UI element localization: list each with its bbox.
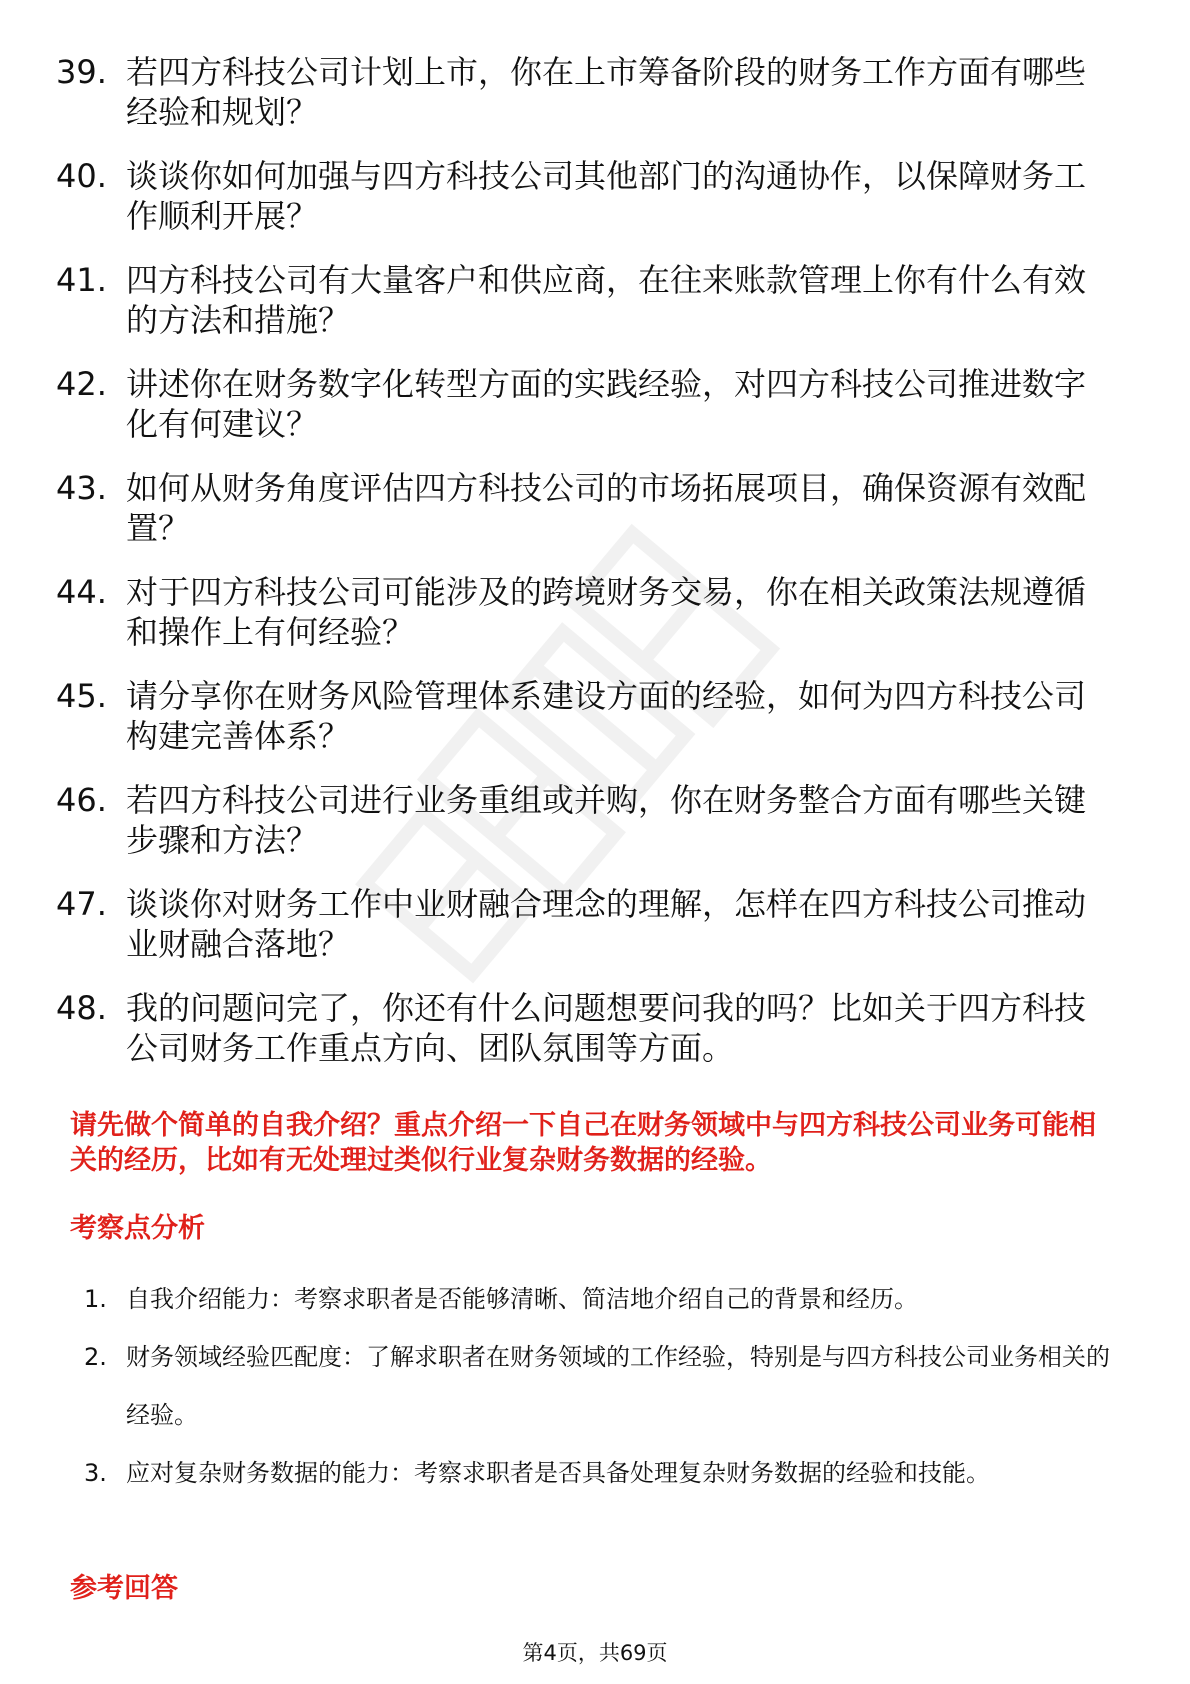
question-number: 45. xyxy=(56,677,107,715)
question-number: 42. xyxy=(56,365,107,403)
question-text: 如何从财务角度评估四方科技公司的市场拓展项目，确保资源有效配置？ xyxy=(126,469,1087,547)
question-item xyxy=(56,884,1116,988)
question-text: 我的问题问完了，你还有什么问题想要问我的吗？比如关于四方科技公司财务工作重点方向、团队氛围等方面。 xyxy=(126,989,1087,1067)
analysis-number: 3. xyxy=(84,1459,107,1487)
analysis-heading: 考察点分析 xyxy=(70,1213,205,1244)
question-number: 40. xyxy=(56,157,107,195)
question-number: 39. xyxy=(56,53,107,91)
question-item xyxy=(56,468,1116,572)
analysis-number: 1. xyxy=(84,1285,107,1313)
analysis-text: 自我介绍能力：考察求职者是否能够清晰、简洁地介绍自己的背景和经历。 xyxy=(126,1285,918,1313)
page-number-footer: 第4页，共69页 xyxy=(522,1641,668,1665)
question-item xyxy=(56,676,1116,780)
question-item xyxy=(56,52,1116,156)
question-item xyxy=(56,988,1116,1092)
analysis-item xyxy=(84,1444,1124,1502)
question-text: 若四方科技公司进行业务重组或并购，你在财务整合方面有哪些关键步骤和方法？ xyxy=(126,781,1087,859)
question-number: 43. xyxy=(56,469,107,507)
question-text: 对于四方科技公司可能涉及的跨境财务交易，你在相关政策法规遵循和操作上有何经验？ xyxy=(126,573,1087,651)
analysis-list xyxy=(84,1270,1124,1502)
analysis-text: 财务领域经验匹配度：了解求职者在财务领域的工作经验，特别是与四方科技公司业务相关的经验。 xyxy=(126,1343,1110,1429)
question-text: 请分享你在财务风险管理体系建设方面的经验，如何为四方科技公司构建完善体系？ xyxy=(126,677,1087,755)
question-number: 48. xyxy=(56,989,107,1027)
question-number: 41. xyxy=(56,261,107,299)
analysis-item xyxy=(84,1270,1124,1328)
question-item xyxy=(56,364,1116,468)
question-text: 谈谈你如何加强与四方科技公司其他部门的沟通协作，以保障财务工作顺利开展？ xyxy=(126,157,1087,235)
question-item xyxy=(56,572,1116,676)
question-item xyxy=(56,260,1116,364)
analysis-number: 2. xyxy=(84,1343,107,1371)
question-number: 46. xyxy=(56,781,107,819)
question-item xyxy=(56,780,1116,884)
analysis-text: 应对复杂财务数据的能力：考察求职者是否具备处理复杂财务数据的经验和技能。 xyxy=(126,1459,990,1487)
question-text: 谈谈你对财务工作中业财融合理念的理解，怎样在四方科技公司推动业财融合落地？ xyxy=(126,885,1087,963)
analysis-item xyxy=(84,1328,1124,1444)
question-number: 47. xyxy=(56,885,107,923)
highlight-question: 请先做个简单的自我介绍？重点介绍一下自己在财务领域中与四方科技公司业务可能相关的经历，比如有无处理过类似行业复杂财务数据的经验。 xyxy=(70,1110,1096,1176)
question-item xyxy=(56,156,1116,260)
question-list xyxy=(56,52,1116,1092)
question-text: 四方科技公司有大量客户和供应商，在往来账款管理上你有什么有效的方法和措施？ xyxy=(126,261,1087,339)
reference-answer-heading: 参考回答 xyxy=(70,1573,178,1604)
question-text: 若四方科技公司计划上市，你在上市筹备阶段的财务工作方面有哪些经验和规划？ xyxy=(126,53,1087,131)
question-text: 讲述你在财务数字化转型方面的实践经验，对四方科技公司推进数字化有何建议？ xyxy=(126,365,1087,443)
question-number: 44. xyxy=(56,573,107,611)
